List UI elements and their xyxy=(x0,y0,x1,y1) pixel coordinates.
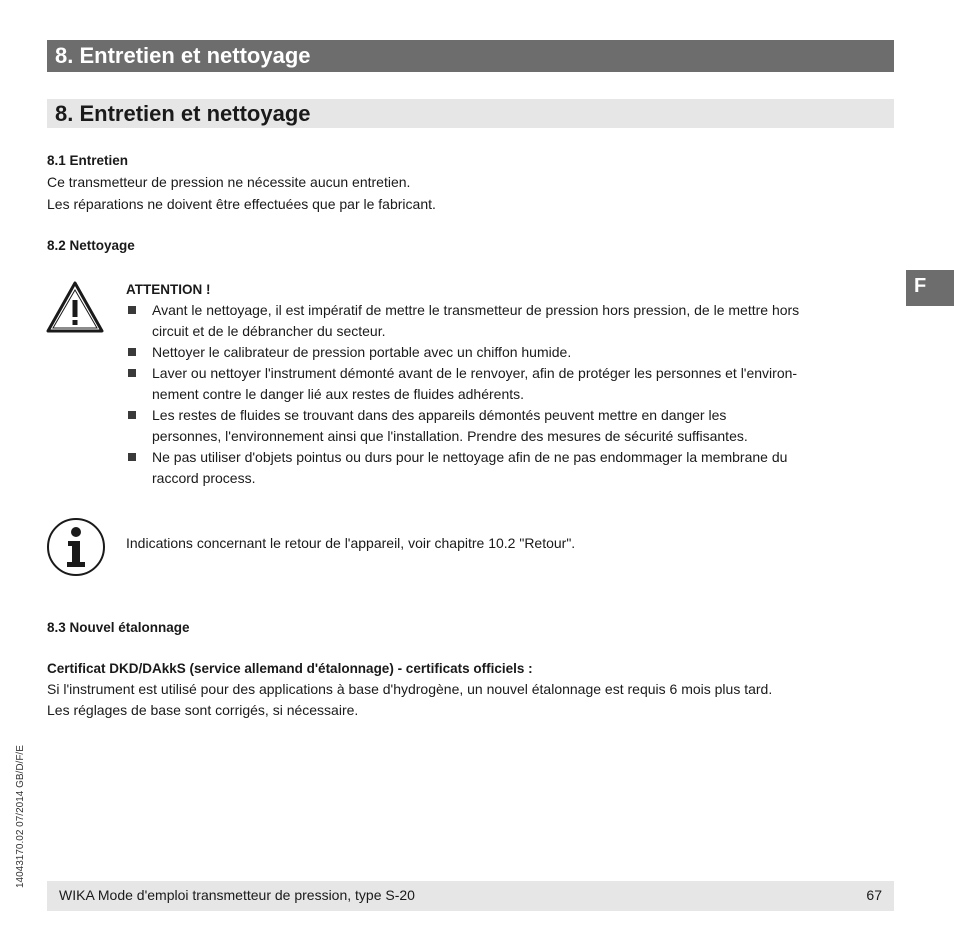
info-circle-icon xyxy=(46,517,106,577)
cleaning-warning-list xyxy=(126,300,922,489)
calibration-subheading: Certificat DKD/DAkkS (service allemand d'étalonnage) - certificats officiels : xyxy=(47,661,533,676)
list-item: Les restes de fluides se trouvant dans des appareils démontés peuvent mettre en danger les personnes, l'environnement ainsi que l'installation. Prendre des mesures de sécurité suffisantes. xyxy=(126,405,922,447)
s83-line-2: Les réglages de base sont corrigés, si nécessaire. xyxy=(47,702,359,718)
s81-line-2: Les réparations ne doivent être effectuées que par le fabricant. xyxy=(47,196,436,212)
heading-8-3: 8.3 Nouvel étalonnage xyxy=(47,620,190,635)
list-item: Avant le nettoyage, il est impératif de mettre le transmetteur de pression hors pression, de le mettre hors circuit et de le débrancher du secteur. xyxy=(126,300,922,342)
list-item: Nettoyer le calibrateur de pression portable avec un chiffon humide. xyxy=(126,342,922,363)
footer-text: WIKA Mode d'emploi transmetteur de pression, type S-20 xyxy=(59,887,415,903)
section-title: 8. Entretien et nettoyage xyxy=(55,101,311,126)
list-item: Laver ou nettoyer l'instrument démonté avant de le renvoyer, afin de protéger les personnes et l'environ- nement contre le danger lié aux restes de fluides adhérents. xyxy=(126,363,922,405)
info-text: Indications concernant le retour de l'appareil, voir chapitre 10.2 "Retour". xyxy=(126,535,576,551)
document-code: 14043170.02 07/2014 GB/D/F/E xyxy=(15,745,26,888)
bullet-square-icon xyxy=(128,411,136,419)
section-title-bar xyxy=(47,99,894,128)
warning-triangle-icon xyxy=(46,280,104,334)
page-number: 67 xyxy=(866,887,882,903)
attention-label: ATTENTION ! xyxy=(126,282,211,297)
bullet-square-icon xyxy=(128,453,136,461)
chapter-header-bar xyxy=(47,40,894,72)
s83-line-1: Si l'instrument est utilisé pour des applications à base d'hydrogène, un nouvel étalonnage est requis 6 mois plus tard. xyxy=(47,681,773,697)
footer-bar xyxy=(47,881,894,911)
language-tab xyxy=(906,270,954,306)
heading-8-1: 8.1 Entretien xyxy=(47,153,129,168)
list-item: Ne pas utiliser d'objets pointus ou durs pour le nettoyage afin de ne pas endommager la membrane du raccord process. xyxy=(126,447,922,489)
chapter-header-title: 8. Entretien et nettoyage xyxy=(55,43,311,68)
s81-line-1: Ce transmetteur de pression ne nécessite aucun entretien. xyxy=(47,174,411,190)
heading-8-2: 8.2 Nettoyage xyxy=(47,238,135,253)
bullet-square-icon xyxy=(128,306,136,314)
bullet-square-icon xyxy=(128,369,136,377)
bullet-square-icon xyxy=(128,348,136,356)
language-tab-label: F xyxy=(914,275,927,297)
